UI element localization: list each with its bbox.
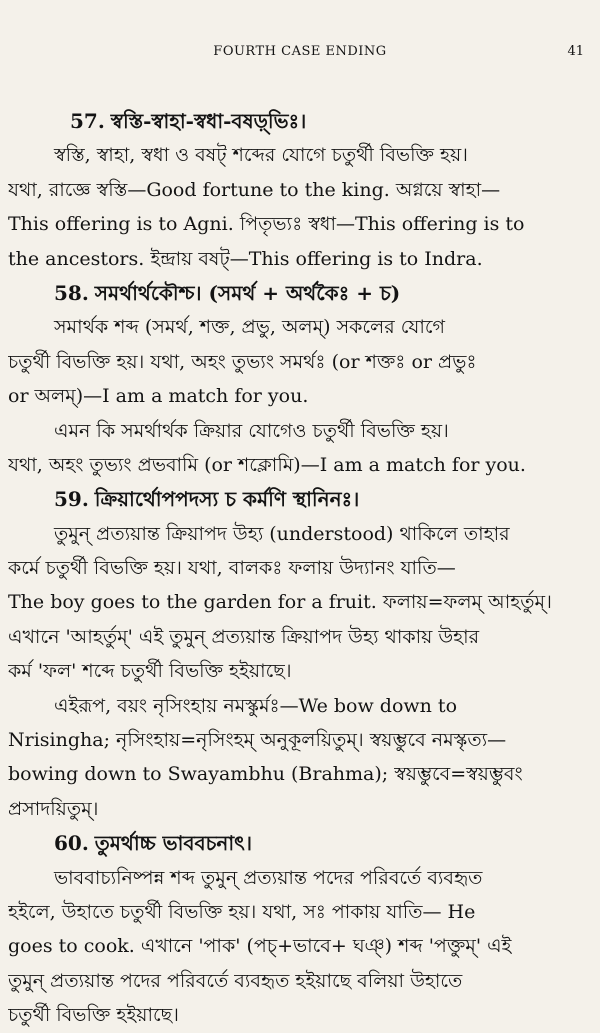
text-line: the ancestors. ইন্দ্রায় বষট্‌—This offering is to Indra. [8, 247, 483, 270]
rule-heading-60 [8, 826, 586, 860]
rule-heading-59 [8, 482, 586, 516]
rule-number: 57. [70, 109, 105, 133]
text-line: কর্ম 'ফল' শব্দে চতুর্থী বিভক্তি হইয়াছে। [8, 660, 292, 683]
rule-title: স্বস্তি-স্বাহা-স্বধা-বষড়্‌ভিঃ। [110, 109, 307, 133]
text-line: bowing down to Swayambhu (Brahma); স্বয়ম্ভুবে=স্বয়ম্ভুবং [8, 763, 523, 786]
rule-heading-58 [8, 276, 586, 310]
rule-title: সমর্থার্থকৌশ্চ। (সমর্থ + অর্থকৈঃ + চ) [94, 280, 401, 305]
text-line: চতুর্থী বিভক্তি হয়। যথা, অহং তুভ্যং সমর্থঃ (or শক্তঃ or প্রভুঃ [8, 350, 477, 373]
text-line: এমন কি সমর্থার্থক ক্রিয়ার যোগেও চতুর্থী বিভক্তি হয়। [54, 419, 449, 442]
rule-title: তুমর্থাচ্চ ভাববচনাৎ। [94, 831, 253, 856]
text-line: যথা, রাজ্ঞে স্বস্তি—Good fortune to the king. অগ্নয়ে স্বাহা— [8, 178, 501, 201]
text-line: goes to cook. এখানে 'পাক' (পচ্‌+ভাবে+ ঘঞ্‌) শব্দ 'পক্তুম্‌' এই [8, 935, 512, 958]
text-line: This offering is to Agni. পিতৃভ্যঃ স্বধা—This offering is to [8, 213, 525, 236]
page-body [8, 104, 586, 1033]
text-line: তুমুন্‌ প্রত্যয়ান্ত ক্রিয়াপদ উহ্য (understood) থাকিলে তাহার [54, 522, 510, 545]
text-line: ভাববাচ্যনিষ্পন্ন শব্দ তুমুন্‌ প্রত্যয়ান্ত পদের পরিবর্তে ব্যবহৃত [54, 866, 483, 889]
text-line: প্রসাদয়িতুম্‌। [8, 797, 99, 820]
text-line: সমার্থক শব্দ (সমর্থ, শক্ত, প্রভু, অলম্‌) সকলের যোগে [54, 316, 445, 339]
text-line: or অলম্‌)—I am a match for you. [8, 385, 309, 408]
running-header [0, 44, 600, 68]
text-line: Nrisingha; নৃসিংহায়=নৃসিংহম্‌ অনুকূলয়িতুম্‌। স্বয়ম্ভুবে নমস্কৃত্য— [8, 729, 507, 752]
page-number: 41 [567, 44, 584, 59]
text-line: এখানে 'আহর্তুম্‌' এই তুমুন্‌ প্রত্যয়ান্ত ক্রিয়াপদ উহ্য থাকায় উহার [8, 625, 480, 648]
text-line: হইলে, উহাতে চতুর্থী বিভক্তি হয়। যথা, সঃ পাকায় যাতি— He [8, 900, 476, 923]
rule-heading-57 [8, 104, 586, 138]
running-title: FOURTH CASE ENDING [213, 44, 387, 59]
text-line: তুমুন্‌ প্রত্যয়ান্ত পদের পরিবর্তে ব্যবহৃত হইয়াছে বলিয়া উহাতে [8, 969, 463, 992]
text-line: চতুর্থী বিভক্তি হইয়াছে। [8, 1004, 179, 1027]
text-line: যথা, অহং তুভ্যং প্রভবামি (or শক্লোমি)—I am a match for you. [8, 453, 526, 476]
rule-number: 59. [54, 487, 89, 512]
text-line: The boy goes to the garden for a fruit. ফলায়=ফলম্‌ আহর্তুম্‌। [8, 591, 552, 614]
text-line: এইরূপ, বয়ং নৃসিংহায় নমস্কুর্মঃ—We bow down to [54, 694, 458, 717]
text-line: স্বস্তি, স্বাহা, স্বধা ও বষট্‌ শব্দের যোগে চতুর্থী বিভক্তি হয়। [54, 144, 468, 167]
text-line: কর্মে চতুর্থী বিভক্তি হয়। যথা, বালকঃ ফলায় উদ্যানং যাতি— [8, 557, 456, 580]
rule-number: 60. [54, 831, 89, 856]
rule-title: ক্রিয়ার্থোপপদস্য চ কর্মণি স্থানিনঃ। [94, 487, 360, 512]
rule-number: 58. [54, 280, 89, 305]
